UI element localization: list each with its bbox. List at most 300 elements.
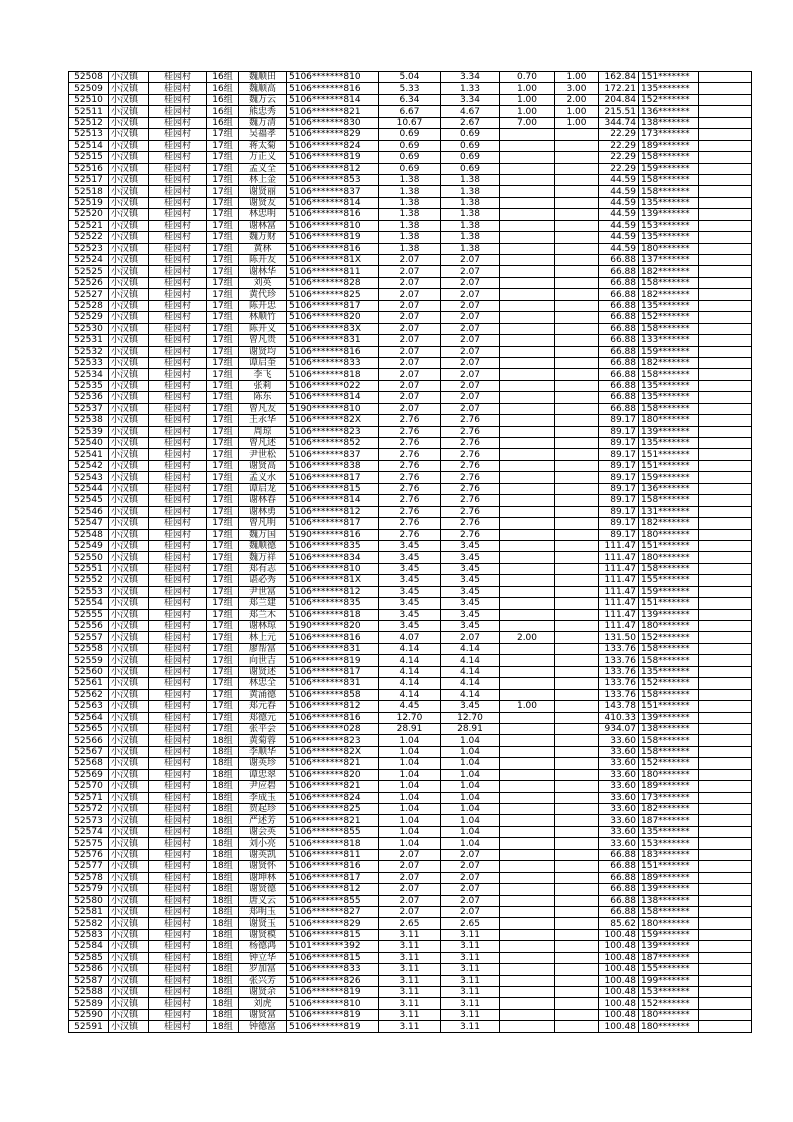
name-cell: 谢贤丽 [239, 186, 287, 197]
remark-cell [699, 941, 752, 952]
group-cell: 17组 [207, 346, 239, 357]
village-cell: 桂园村 [149, 838, 207, 849]
table-row [69, 266, 752, 277]
group-cell: 17组 [207, 643, 239, 654]
phone-cell: 158******* [639, 746, 699, 757]
group-cell: 17组 [207, 266, 239, 277]
total-area-cell: 4.45 [379, 701, 441, 712]
total-area-cell: 1.04 [379, 826, 441, 837]
area-c-cell [555, 598, 599, 609]
town-cell: 小汉镇 [109, 815, 149, 826]
area-b-cell [500, 987, 555, 998]
area-b-cell [500, 380, 555, 391]
area-a-cell: 3.45 [441, 701, 500, 712]
id-number-cell: 5106*******817 [287, 518, 379, 529]
area-b-cell [500, 941, 555, 952]
area-b-cell [500, 689, 555, 700]
town-cell: 小汉镇 [109, 483, 149, 494]
area-b-cell [500, 849, 555, 860]
phone-cell: 153******* [639, 987, 699, 998]
amount-cell: 66.88 [599, 323, 639, 334]
town-cell: 小汉镇 [109, 117, 149, 128]
id-number-cell: 5106*******816 [287, 346, 379, 357]
group-cell: 18组 [207, 746, 239, 757]
table-row [69, 495, 752, 506]
name-cell: 魏万祥 [239, 552, 287, 563]
amount-cell: 172.21 [599, 83, 639, 94]
total-area-cell: 1.38 [379, 174, 441, 185]
town-cell: 小汉镇 [109, 460, 149, 471]
area-b-cell [500, 140, 555, 151]
row-number-cell: 52557 [69, 632, 109, 643]
village-cell: 桂园村 [149, 106, 207, 117]
table-row [69, 94, 752, 105]
village-cell: 桂园村 [149, 1009, 207, 1020]
amount-cell: 44.59 [599, 197, 639, 208]
town-cell: 小汉镇 [109, 300, 149, 311]
table-row [69, 174, 752, 185]
area-c-cell [555, 415, 599, 426]
phone-cell: 182******* [639, 518, 699, 529]
amount-cell: 100.48 [599, 941, 639, 952]
area-a-cell: 4.14 [441, 678, 500, 689]
area-b-cell [500, 712, 555, 723]
name-cell: 郑有志 [239, 563, 287, 574]
amount-cell: 89.17 [599, 483, 639, 494]
table-row [69, 815, 752, 826]
town-cell: 小汉镇 [109, 323, 149, 334]
id-number-cell: 5106*******810 [287, 220, 379, 231]
town-cell: 小汉镇 [109, 575, 149, 586]
area-a-cell: 2.76 [441, 415, 500, 426]
village-cell: 桂园村 [149, 174, 207, 185]
area-a-cell: 2.76 [441, 472, 500, 483]
total-area-cell: 3.45 [379, 540, 441, 551]
group-cell: 17组 [207, 540, 239, 551]
amount-cell: 100.48 [599, 1021, 639, 1032]
area-a-cell: 2.76 [441, 460, 500, 471]
village-cell: 桂园村 [149, 861, 207, 872]
group-cell: 17组 [207, 232, 239, 243]
group-cell: 17组 [207, 255, 239, 266]
phone-cell: 158******* [639, 323, 699, 334]
total-area-cell: 1.04 [379, 792, 441, 803]
row-number-cell: 52537 [69, 403, 109, 414]
town-cell: 小汉镇 [109, 346, 149, 357]
area-a-cell: 2.07 [441, 849, 500, 860]
amount-cell: 111.47 [599, 540, 639, 551]
area-c-cell [555, 586, 599, 597]
area-b-cell [500, 483, 555, 494]
area-c-cell [555, 689, 599, 700]
village-cell: 桂园村 [149, 781, 207, 792]
name-cell: 谢坤林 [239, 872, 287, 883]
area-b-cell [500, 1021, 555, 1032]
id-number-cell: 5106*******83X [287, 323, 379, 334]
remark-cell [699, 72, 752, 83]
row-number-cell: 52560 [69, 666, 109, 677]
town-cell: 小汉镇 [109, 964, 149, 975]
area-b-cell [500, 289, 555, 300]
name-cell: 谭忠翠 [239, 769, 287, 780]
id-number-cell: 5106*******837 [287, 186, 379, 197]
remark-cell [699, 380, 752, 391]
area-c-cell [555, 289, 599, 300]
town-cell: 小汉镇 [109, 255, 149, 266]
amount-cell: 89.17 [599, 415, 639, 426]
group-cell: 17组 [207, 289, 239, 300]
row-number-cell: 52570 [69, 781, 109, 792]
town-cell: 小汉镇 [109, 369, 149, 380]
village-cell: 桂园村 [149, 140, 207, 151]
row-number-cell: 52539 [69, 426, 109, 437]
town-cell: 小汉镇 [109, 83, 149, 94]
id-number-cell: 5106*******817 [287, 666, 379, 677]
village-cell: 桂园村 [149, 849, 207, 860]
phone-cell: 137******* [639, 255, 699, 266]
id-number-cell: 5106*******812 [287, 506, 379, 517]
name-cell: 李顺华 [239, 746, 287, 757]
name-cell: 陈开友 [239, 255, 287, 266]
id-number-cell: 5106*******824 [287, 792, 379, 803]
table-row [69, 666, 752, 677]
area-a-cell: 3.11 [441, 941, 500, 952]
id-number-cell: 5106*******821 [287, 781, 379, 792]
total-area-cell: 2.07 [379, 884, 441, 895]
remark-cell [699, 735, 752, 746]
village-cell: 桂园村 [149, 975, 207, 986]
town-cell: 小汉镇 [109, 987, 149, 998]
row-number-cell: 52526 [69, 277, 109, 288]
remark-cell [699, 209, 752, 220]
table-row [69, 300, 752, 311]
group-cell: 17组 [207, 666, 239, 677]
remark-cell [699, 174, 752, 185]
town-cell: 小汉镇 [109, 952, 149, 963]
area-a-cell: 2.07 [441, 346, 500, 357]
total-area-cell: 2.07 [379, 895, 441, 906]
total-area-cell: 2.76 [379, 415, 441, 426]
table-row [69, 598, 752, 609]
area-b-cell [500, 312, 555, 323]
town-cell: 小汉镇 [109, 495, 149, 506]
table-row [69, 506, 752, 517]
id-number-cell: 5106*******81X [287, 255, 379, 266]
table-row [69, 975, 752, 986]
row-number-cell: 52543 [69, 472, 109, 483]
remark-cell [699, 643, 752, 654]
remark-cell [699, 449, 752, 460]
area-b-cell [500, 220, 555, 231]
remark-cell [699, 918, 752, 929]
phone-cell: 158******* [639, 563, 699, 574]
group-cell: 18组 [207, 838, 239, 849]
remark-cell [699, 884, 752, 895]
phone-cell: 158******* [639, 906, 699, 917]
total-area-cell: 4.14 [379, 678, 441, 689]
remark-cell [699, 152, 752, 163]
total-area-cell: 3.45 [379, 552, 441, 563]
town-cell: 小汉镇 [109, 701, 149, 712]
area-b-cell [500, 975, 555, 986]
amount-cell: 66.88 [599, 895, 639, 906]
area-c-cell [555, 540, 599, 551]
remark-cell [699, 987, 752, 998]
table-row [69, 518, 752, 529]
remark-cell [699, 163, 752, 174]
remark-cell [699, 140, 752, 151]
amount-cell: 89.17 [599, 495, 639, 506]
village-cell: 桂园村 [149, 117, 207, 128]
area-a-cell: 3.34 [441, 94, 500, 105]
area-c-cell: 1.00 [555, 106, 599, 117]
town-cell: 小汉镇 [109, 403, 149, 414]
village-cell: 桂园村 [149, 666, 207, 677]
town-cell: 小汉镇 [109, 277, 149, 288]
table-row [69, 678, 752, 689]
area-a-cell: 3.45 [441, 621, 500, 632]
row-number-cell: 52575 [69, 838, 109, 849]
table-row [69, 72, 752, 83]
id-number-cell: 5106*******819 [287, 1009, 379, 1020]
group-cell: 18组 [207, 781, 239, 792]
amount-cell: 133.76 [599, 678, 639, 689]
phone-cell: 158******* [639, 735, 699, 746]
name-cell: 曾凡友 [239, 403, 287, 414]
id-number-cell: 5106*******853 [287, 174, 379, 185]
phone-cell: 158******* [639, 277, 699, 288]
phone-cell: 135******* [639, 300, 699, 311]
town-cell: 小汉镇 [109, 163, 149, 174]
area-c-cell [555, 152, 599, 163]
amount-cell: 66.88 [599, 277, 639, 288]
area-c-cell [555, 964, 599, 975]
town-cell: 小汉镇 [109, 655, 149, 666]
remark-cell [699, 197, 752, 208]
area-c-cell [555, 495, 599, 506]
total-area-cell: 1.04 [379, 838, 441, 849]
area-c-cell [555, 884, 599, 895]
amount-cell: 89.17 [599, 460, 639, 471]
table-row [69, 289, 752, 300]
remark-cell [699, 563, 752, 574]
row-number-cell: 52563 [69, 701, 109, 712]
area-b-cell [500, 666, 555, 677]
area-a-cell: 1.38 [441, 186, 500, 197]
remark-cell [699, 826, 752, 837]
town-cell: 小汉镇 [109, 643, 149, 654]
total-area-cell: 1.04 [379, 769, 441, 780]
table-row [69, 655, 752, 666]
remark-cell [699, 83, 752, 94]
remark-cell [699, 255, 752, 266]
amount-cell: 66.88 [599, 300, 639, 311]
phone-cell: 152******* [639, 94, 699, 105]
total-area-cell: 1.04 [379, 781, 441, 792]
id-number-cell: 5106*******815 [287, 952, 379, 963]
phone-cell: 158******* [639, 689, 699, 700]
name-cell: 周琼 [239, 426, 287, 437]
amount-cell: 89.17 [599, 506, 639, 517]
id-number-cell: 5106*******815 [287, 483, 379, 494]
area-b-cell [500, 426, 555, 437]
id-number-cell: 5106*******826 [287, 975, 379, 986]
group-cell: 18组 [207, 872, 239, 883]
total-area-cell: 1.04 [379, 804, 441, 815]
group-cell: 16组 [207, 117, 239, 128]
table-row [69, 117, 752, 128]
phone-cell: 135******* [639, 392, 699, 403]
name-cell: 谢贤模 [239, 929, 287, 940]
amount-cell: 44.59 [599, 220, 639, 231]
total-area-cell: 0.69 [379, 140, 441, 151]
area-a-cell: 2.07 [441, 300, 500, 311]
row-number-cell: 52533 [69, 357, 109, 368]
remark-cell [699, 712, 752, 723]
village-cell: 桂园村 [149, 952, 207, 963]
name-cell: 谌必秀 [239, 575, 287, 586]
name-cell: 黄菊蓉 [239, 735, 287, 746]
row-number-cell: 52565 [69, 723, 109, 734]
row-number-cell: 52525 [69, 266, 109, 277]
row-number-cell: 52577 [69, 861, 109, 872]
table-row [69, 369, 752, 380]
name-cell: 林忠全 [239, 678, 287, 689]
table-row [69, 712, 752, 723]
town-cell: 小汉镇 [109, 266, 149, 277]
village-cell: 桂园村 [149, 529, 207, 540]
area-a-cell: 3.45 [441, 598, 500, 609]
total-area-cell: 2.07 [379, 849, 441, 860]
group-cell: 17组 [207, 575, 239, 586]
area-c-cell [555, 197, 599, 208]
area-a-cell: 4.14 [441, 643, 500, 654]
total-area-cell: 4.14 [379, 643, 441, 654]
amount-cell: 133.76 [599, 666, 639, 677]
phone-cell: 189******* [639, 872, 699, 883]
area-c-cell [555, 758, 599, 769]
town-cell: 小汉镇 [109, 941, 149, 952]
area-a-cell: 2.07 [441, 289, 500, 300]
area-a-cell: 0.69 [441, 129, 500, 140]
table-row [69, 163, 752, 174]
amount-cell: 111.47 [599, 575, 639, 586]
group-cell: 18组 [207, 861, 239, 872]
phone-cell: 199******* [639, 975, 699, 986]
row-number-cell: 52572 [69, 804, 109, 815]
remark-cell [699, 346, 752, 357]
village-cell: 桂园村 [149, 987, 207, 998]
name-cell: 林顺竹 [239, 312, 287, 323]
total-area-cell: 0.69 [379, 152, 441, 163]
village-cell: 桂园村 [149, 255, 207, 266]
total-area-cell: 2.76 [379, 472, 441, 483]
area-b-cell [500, 403, 555, 414]
village-cell: 桂园村 [149, 621, 207, 632]
group-cell: 18组 [207, 918, 239, 929]
area-b-cell [500, 369, 555, 380]
area-b-cell [500, 815, 555, 826]
total-area-cell: 2.07 [379, 289, 441, 300]
village-cell: 桂园村 [149, 152, 207, 163]
area-a-cell: 2.07 [441, 884, 500, 895]
area-b-cell [500, 197, 555, 208]
name-cell: 谢贤富 [239, 1009, 287, 1020]
row-number-cell: 52513 [69, 129, 109, 140]
amount-cell: 33.60 [599, 815, 639, 826]
group-cell: 16组 [207, 72, 239, 83]
area-a-cell: 1.38 [441, 197, 500, 208]
row-number-cell: 52534 [69, 369, 109, 380]
row-number-cell: 52590 [69, 1009, 109, 1020]
area-b-cell [500, 621, 555, 632]
name-cell: 刘虎 [239, 998, 287, 1009]
area-c-cell [555, 243, 599, 254]
area-b-cell [500, 392, 555, 403]
id-number-cell: 5106*******829 [287, 129, 379, 140]
total-area-cell: 28.91 [379, 723, 441, 734]
village-cell: 桂园村 [149, 289, 207, 300]
phone-cell: 153******* [639, 220, 699, 231]
remark-cell [699, 609, 752, 620]
amount-cell: 133.76 [599, 643, 639, 654]
table-row [69, 415, 752, 426]
village-cell: 桂园村 [149, 872, 207, 883]
amount-cell: 44.59 [599, 186, 639, 197]
village-cell: 桂园村 [149, 426, 207, 437]
area-a-cell: 2.76 [441, 506, 500, 517]
group-cell: 17组 [207, 438, 239, 449]
group-cell: 18组 [207, 1009, 239, 1020]
id-number-cell: 5106*******816 [287, 209, 379, 220]
id-number-cell: 5106*******810 [287, 563, 379, 574]
village-cell: 桂园村 [149, 701, 207, 712]
area-a-cell: 2.76 [441, 529, 500, 540]
table-row [69, 106, 752, 117]
village-cell: 桂园村 [149, 998, 207, 1009]
village-cell: 桂园村 [149, 723, 207, 734]
row-number-cell: 52552 [69, 575, 109, 586]
remark-cell [699, 964, 752, 975]
amount-cell: 22.29 [599, 140, 639, 151]
area-c-cell [555, 483, 599, 494]
area-a-cell: 2.07 [441, 312, 500, 323]
area-c-cell [555, 609, 599, 620]
area-b-cell: 7.00 [500, 117, 555, 128]
total-area-cell: 1.04 [379, 735, 441, 746]
phone-cell: 139******* [639, 941, 699, 952]
amount-cell: 33.60 [599, 826, 639, 837]
area-c-cell [555, 357, 599, 368]
remark-cell [699, 392, 752, 403]
area-b-cell [500, 872, 555, 883]
town-cell: 小汉镇 [109, 335, 149, 346]
area-c-cell [555, 575, 599, 586]
town-cell: 小汉镇 [109, 438, 149, 449]
phone-cell: 159******* [639, 346, 699, 357]
village-cell: 桂园村 [149, 609, 207, 620]
row-number-cell: 52546 [69, 506, 109, 517]
group-cell: 18组 [207, 758, 239, 769]
row-number-cell: 52586 [69, 964, 109, 975]
town-cell: 小汉镇 [109, 129, 149, 140]
id-number-cell: 5106*******819 [287, 1021, 379, 1032]
total-area-cell: 2.07 [379, 277, 441, 288]
total-area-cell: 5.33 [379, 83, 441, 94]
area-a-cell: 2.07 [441, 369, 500, 380]
area-b-cell [500, 163, 555, 174]
row-number-cell: 52558 [69, 643, 109, 654]
